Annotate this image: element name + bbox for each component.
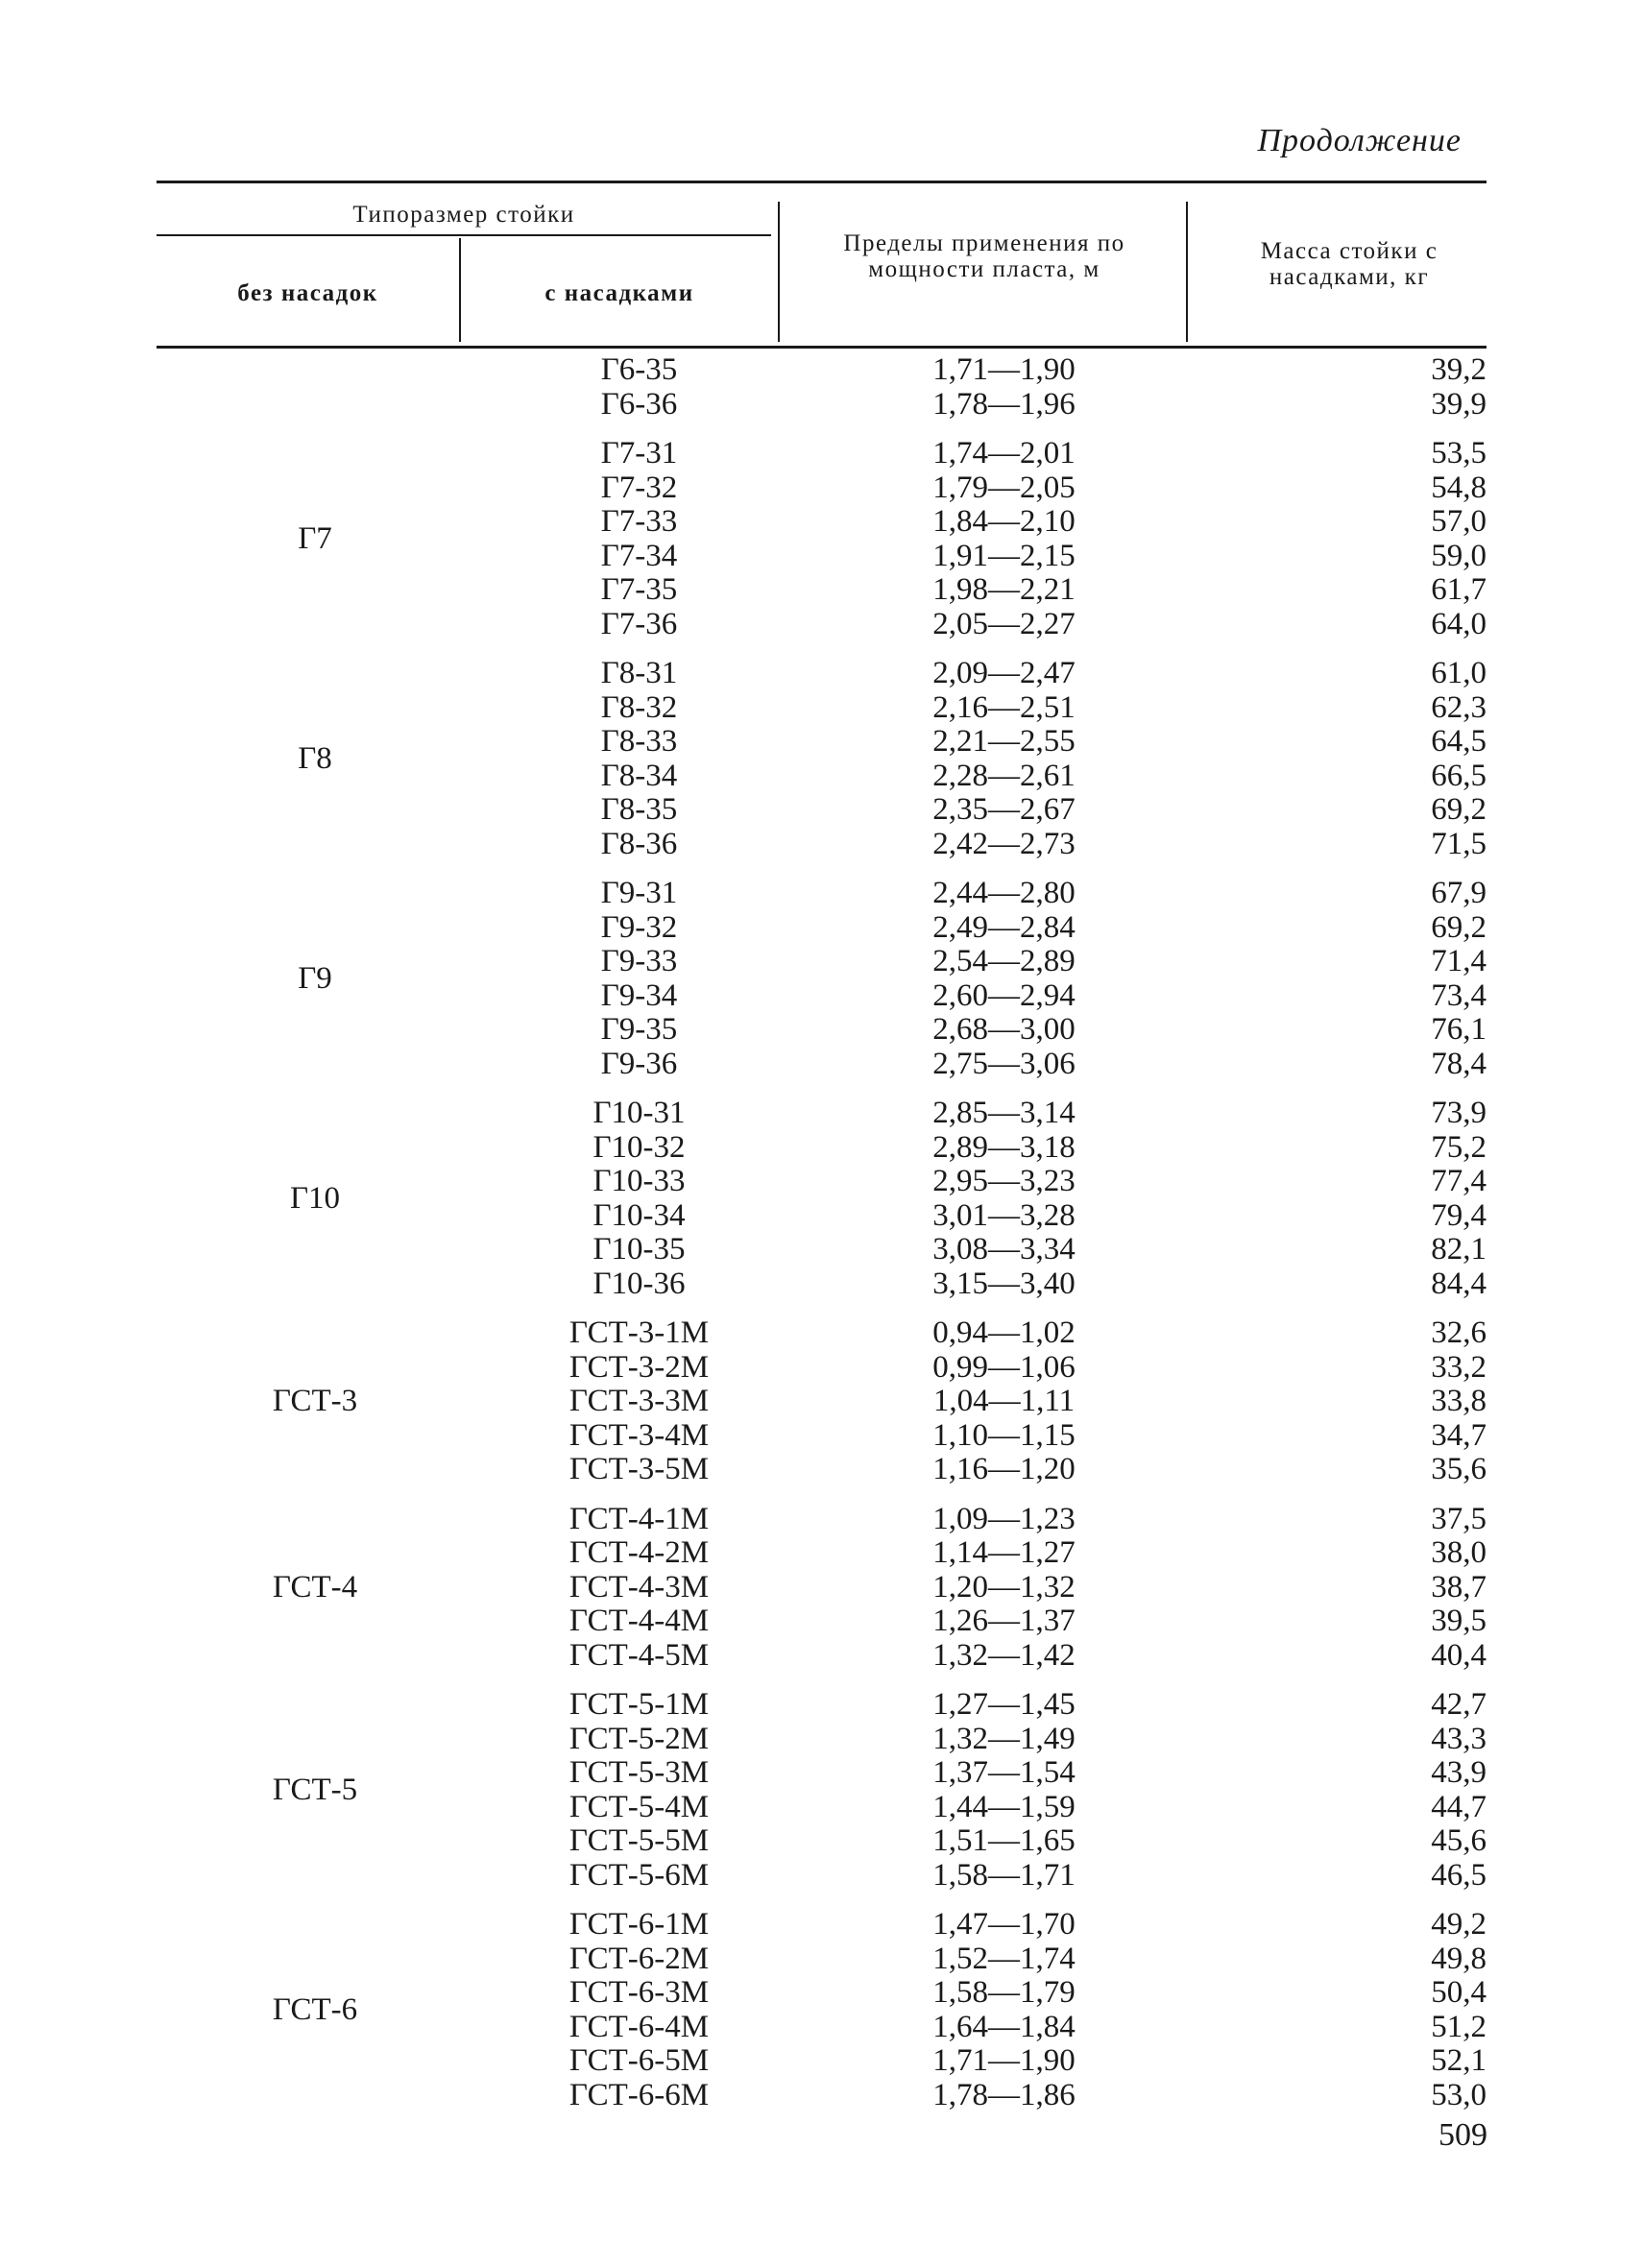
model-cell: ГСТ-6-2М — [568, 1941, 710, 1976]
range-cell: 1,79—2,05 — [932, 470, 1076, 505]
range-cell: 2,42—2,73 — [932, 826, 1076, 861]
range-cell: 2,95—3,23 — [932, 1164, 1076, 1198]
group-name: ГСТ-5 — [272, 1773, 358, 1807]
table-row — [473, 437, 1487, 471]
mass-cell: 33,8 — [1431, 1384, 1487, 1418]
model-cell: Г8-36 — [600, 826, 678, 861]
range-cell: 1,78—1,86 — [932, 2077, 1076, 2112]
table-group — [157, 353, 1487, 422]
table-row — [473, 1316, 1487, 1351]
table-group — [157, 1097, 1487, 1301]
table-row — [473, 1688, 1487, 1723]
table-row — [473, 2079, 1487, 2113]
table-row — [473, 573, 1487, 608]
mass-cell: 45,6 — [1431, 1823, 1487, 1858]
table-group — [157, 437, 1487, 641]
model-cell: ГСТ-6-5М — [568, 2043, 710, 2078]
range-cell: 1,04—1,11 — [932, 1384, 1076, 1418]
table-row — [473, 979, 1487, 1014]
table-row — [473, 2011, 1487, 2045]
model-cell: Г9-31 — [600, 876, 678, 910]
mass-cell: 32,6 — [1431, 1315, 1487, 1350]
model-cell: Г10-32 — [592, 1129, 686, 1165]
table-row — [473, 1976, 1487, 2011]
mass-cell: 66,5 — [1431, 758, 1487, 793]
mass-cell: 43,9 — [1431, 1755, 1487, 1790]
model-cell: Г10-35 — [592, 1232, 686, 1267]
continuation-label: Продолжение — [1257, 123, 1462, 158]
table-row — [473, 657, 1487, 691]
range-cell: 1,37—1,54 — [932, 1755, 1076, 1790]
range-cell: 1,51—1,65 — [932, 1823, 1076, 1858]
model-cell: Г8-32 — [600, 689, 678, 725]
range-cell: 1,27—1,45 — [932, 1687, 1076, 1722]
table-row — [473, 945, 1487, 979]
table-row — [473, 1097, 1487, 1131]
table-group — [157, 1908, 1487, 2112]
model-cell: ГСТ-6-3М — [568, 1975, 710, 2010]
model-cell: ГСТ-5-1М — [568, 1687, 710, 1722]
range-cell: 1,71—1,90 — [932, 352, 1076, 387]
table-row — [473, 1453, 1487, 1487]
model-cell: ГСТ-3-1М — [568, 1315, 710, 1350]
model-cell: Г8-34 — [600, 758, 678, 793]
mass-cell: 76,1 — [1431, 1012, 1487, 1047]
group-name: Г7 — [298, 521, 332, 556]
range-cell: 3,01—3,28 — [932, 1197, 1076, 1233]
range-cell: 1,26—1,37 — [932, 1604, 1076, 1638]
table-row — [473, 1791, 1487, 1825]
col-divider-2 — [778, 202, 780, 342]
model-cell: ГСТ-4-5М — [568, 1637, 710, 1673]
table-row — [473, 1199, 1487, 1234]
model-cell: Г6-35 — [600, 352, 678, 387]
table-row — [473, 1419, 1487, 1454]
range-cell: 1,20—1,32 — [932, 1569, 1076, 1604]
mass-cell: 69,2 — [1431, 909, 1487, 945]
range-cell: 3,15—3,40 — [932, 1266, 1076, 1301]
model-cell: Г8-35 — [600, 792, 678, 827]
model-cell: ГСТ-4-2М — [568, 1535, 710, 1570]
group-name: ГСТ-6 — [272, 1992, 358, 2027]
range-cell: 1,32—1,49 — [932, 1721, 1076, 1756]
mass-cell: 78,4 — [1431, 1046, 1487, 1081]
model-cell: Г9-34 — [600, 977, 678, 1013]
header-bottom-rule — [157, 346, 1487, 349]
mass-cell: 42,7 — [1431, 1687, 1487, 1722]
range-cell: 1,58—1,79 — [932, 1975, 1076, 2010]
table-row — [473, 1351, 1487, 1386]
table-row — [473, 1723, 1487, 1757]
mass-cell: 52,1 — [1431, 2043, 1487, 2078]
mass-cell: 59,0 — [1431, 538, 1487, 573]
header-mass: Масса стойки с насадками, кг — [1260, 238, 1438, 290]
model-cell: ГСТ-6-1М — [568, 1907, 710, 1942]
range-cell: 2,89—3,18 — [932, 1129, 1076, 1165]
mass-cell: 61,7 — [1431, 572, 1487, 607]
header-range: Пределы применения по мощности пласта, м — [843, 230, 1125, 282]
range-cell: 2,49—2,84 — [932, 909, 1076, 945]
range-cell: 2,54—2,89 — [932, 944, 1076, 978]
range-cell: 2,68—3,00 — [932, 1012, 1076, 1047]
mass-cell: 35,6 — [1431, 1452, 1487, 1486]
table-row — [473, 1571, 1487, 1605]
model-cell: ГСТ-6-6М — [568, 2077, 710, 2112]
range-cell: 1,91—2,15 — [932, 538, 1076, 573]
mass-cell: 61,0 — [1431, 656, 1487, 690]
model-cell: ГСТ-3-3М — [568, 1384, 710, 1418]
table-row — [473, 353, 1487, 388]
mass-cell: 39,2 — [1431, 352, 1487, 387]
header-without-nozzles: без насадок — [237, 280, 378, 306]
mass-cell: 53,0 — [1431, 2077, 1487, 2112]
mass-cell: 33,2 — [1431, 1349, 1487, 1385]
table-row — [473, 793, 1487, 828]
mass-cell: 79,4 — [1431, 1197, 1487, 1233]
table-row — [473, 725, 1487, 760]
range-cell: 1,10—1,15 — [932, 1417, 1076, 1453]
range-cell: 2,35—2,67 — [932, 792, 1076, 827]
model-cell: ГСТ-5-2М — [568, 1721, 710, 1756]
mass-cell: 37,5 — [1431, 1501, 1487, 1536]
model-cell: Г7-33 — [600, 504, 678, 539]
table-row — [473, 1131, 1487, 1166]
mass-cell: 71,4 — [1431, 944, 1487, 978]
table-group — [157, 1688, 1487, 1893]
range-cell: 1,84—2,10 — [932, 504, 1076, 539]
mass-cell: 54,8 — [1431, 470, 1487, 505]
group-name: Г8 — [298, 741, 332, 776]
table-body — [157, 353, 1487, 2128]
table-row — [473, 1267, 1487, 1302]
table-row — [473, 1536, 1487, 1571]
table-row — [473, 1048, 1487, 1082]
table-row — [473, 1824, 1487, 1859]
range-cell: 1,74—2,01 — [932, 436, 1076, 470]
mass-cell: 57,0 — [1431, 504, 1487, 539]
table-row — [473, 911, 1487, 946]
range-cell: 1,98—2,21 — [932, 572, 1076, 607]
table-row — [473, 1908, 1487, 1942]
mass-cell: 53,5 — [1431, 436, 1487, 470]
mass-cell: 43,3 — [1431, 1721, 1487, 1756]
page-number: 509 — [1438, 2117, 1487, 2153]
range-cell: 1,09—1,23 — [932, 1501, 1076, 1536]
mass-cell: 64,5 — [1431, 724, 1487, 759]
mass-cell: 73,9 — [1431, 1096, 1487, 1130]
table-row — [473, 1604, 1487, 1639]
range-cell: 0,94—1,02 — [932, 1315, 1076, 1350]
mass-cell: 73,4 — [1431, 977, 1487, 1013]
mass-cell: 44,7 — [1431, 1789, 1487, 1824]
table-group — [157, 657, 1487, 861]
range-cell: 1,64—1,84 — [932, 2009, 1076, 2044]
model-cell: Г7-35 — [600, 572, 678, 607]
model-cell: Г6-36 — [600, 386, 678, 422]
range-cell: 1,14—1,27 — [932, 1535, 1076, 1570]
mass-cell: 77,4 — [1431, 1164, 1487, 1198]
model-cell: ГСТ-3-5М — [568, 1452, 710, 1486]
model-cell: Г10-34 — [592, 1197, 686, 1233]
header-group-title: Типоразмер стойки — [352, 202, 575, 228]
mass-cell: 38,0 — [1431, 1535, 1487, 1570]
range-cell: 3,08—3,34 — [932, 1232, 1076, 1267]
table-row — [473, 1639, 1487, 1674]
range-cell: 2,09—2,47 — [932, 656, 1076, 690]
table-group — [157, 1316, 1487, 1487]
mass-cell: 84,4 — [1431, 1266, 1487, 1301]
model-cell: ГСТ-4-3М — [568, 1569, 710, 1604]
table-row — [473, 1385, 1487, 1419]
mass-cell: 40,4 — [1431, 1637, 1487, 1673]
range-cell: 1,52—1,74 — [932, 1941, 1076, 1976]
table-row — [473, 540, 1487, 574]
model-cell: Г7-31 — [600, 436, 678, 470]
col-divider-3 — [1186, 202, 1188, 342]
mass-cell: 71,5 — [1431, 826, 1487, 861]
table-row — [473, 1942, 1487, 1977]
range-cell: 2,21—2,55 — [932, 724, 1076, 759]
model-cell: ГСТ-5-6М — [568, 1857, 710, 1893]
range-cell: 1,47—1,70 — [932, 1907, 1076, 1942]
mass-cell: 34,7 — [1431, 1417, 1487, 1453]
mass-cell: 49,8 — [1431, 1941, 1487, 1976]
table-row — [473, 1859, 1487, 1894]
range-cell: 1,32—1,42 — [932, 1637, 1076, 1673]
table-row — [473, 1233, 1487, 1267]
mass-cell: 39,9 — [1431, 386, 1487, 422]
subheader-rule — [157, 234, 771, 236]
range-cell: 2,85—3,14 — [932, 1096, 1076, 1130]
table-group — [157, 1503, 1487, 1674]
mass-cell: 46,5 — [1431, 1857, 1487, 1893]
mass-cell: 67,9 — [1431, 876, 1487, 910]
model-cell: ГСТ-3-4М — [568, 1417, 710, 1453]
table-row — [473, 877, 1487, 911]
model-cell: ГСТ-4-1М — [568, 1501, 710, 1536]
model-cell: Г7-34 — [600, 538, 678, 573]
mass-cell: 82,1 — [1431, 1232, 1487, 1267]
model-cell: Г8-31 — [600, 656, 678, 690]
model-cell: Г9-35 — [600, 1012, 678, 1047]
model-cell: Г10-33 — [592, 1164, 686, 1198]
table-row — [473, 1013, 1487, 1048]
mass-cell: 75,2 — [1431, 1129, 1487, 1165]
range-cell: 2,44—2,80 — [932, 876, 1076, 910]
range-cell: 0,99—1,06 — [932, 1349, 1076, 1385]
model-cell: ГСТ-5-5М — [568, 1823, 710, 1858]
group-name: ГСТ-3 — [272, 1384, 358, 1419]
group-name: Г10 — [289, 1181, 341, 1216]
mass-cell: 69,2 — [1431, 792, 1487, 827]
table-row — [473, 828, 1487, 862]
model-cell: Г8-33 — [600, 724, 678, 759]
model-cell: ГСТ-5-4М — [568, 1789, 710, 1824]
range-cell: 2,16—2,51 — [932, 689, 1076, 725]
mass-cell: 49,2 — [1431, 1907, 1487, 1942]
table-row — [473, 1165, 1487, 1199]
table-group — [157, 877, 1487, 1081]
range-cell: 2,28—2,61 — [932, 758, 1076, 793]
group-name: Г9 — [298, 961, 332, 996]
table-top-rule — [157, 181, 1487, 183]
table-row — [473, 471, 1487, 506]
model-cell: Г9-33 — [600, 944, 678, 978]
model-cell: ГСТ-3-2М — [568, 1349, 710, 1385]
table-row — [473, 691, 1487, 726]
model-cell: Г10-36 — [592, 1266, 686, 1301]
range-cell: 2,05—2,27 — [932, 606, 1076, 641]
model-cell: Г10-31 — [592, 1096, 686, 1130]
model-cell: Г9-32 — [600, 909, 678, 945]
model-cell: ГСТ-5-3М — [568, 1755, 710, 1790]
mass-cell: 64,0 — [1431, 606, 1487, 641]
range-cell: 1,44—1,59 — [932, 1789, 1076, 1824]
mass-cell: 39,5 — [1431, 1604, 1487, 1638]
model-cell: ГСТ-4-4М — [568, 1604, 710, 1638]
mass-cell: 51,2 — [1431, 2009, 1487, 2044]
group-name — [157, 353, 473, 422]
group-name: ГСТ-4 — [272, 1569, 358, 1604]
header-with-nozzles: с насадками — [544, 280, 694, 306]
model-cell: Г7-36 — [600, 606, 678, 641]
range-cell: 1,58—1,71 — [932, 1857, 1076, 1893]
table-row — [473, 1503, 1487, 1537]
table-row — [473, 2044, 1487, 2079]
model-cell: Г9-36 — [600, 1046, 678, 1081]
range-cell: 1,16—1,20 — [932, 1452, 1076, 1486]
model-cell: ГСТ-6-4М — [568, 2009, 710, 2044]
range-cell: 1,71—1,90 — [932, 2043, 1076, 2078]
range-cell: 2,60—2,94 — [932, 977, 1076, 1013]
range-cell: 2,75—3,06 — [932, 1046, 1076, 1081]
table-row — [473, 608, 1487, 642]
mass-cell: 50,4 — [1431, 1975, 1487, 2010]
table-row — [473, 388, 1487, 422]
table-row — [473, 1756, 1487, 1791]
model-cell: Г7-32 — [600, 470, 678, 505]
mass-cell: 62,3 — [1431, 689, 1487, 725]
table-row — [473, 505, 1487, 540]
mass-cell: 38,7 — [1431, 1569, 1487, 1604]
table-row — [473, 760, 1487, 794]
range-cell: 1,78—1,96 — [932, 386, 1076, 422]
